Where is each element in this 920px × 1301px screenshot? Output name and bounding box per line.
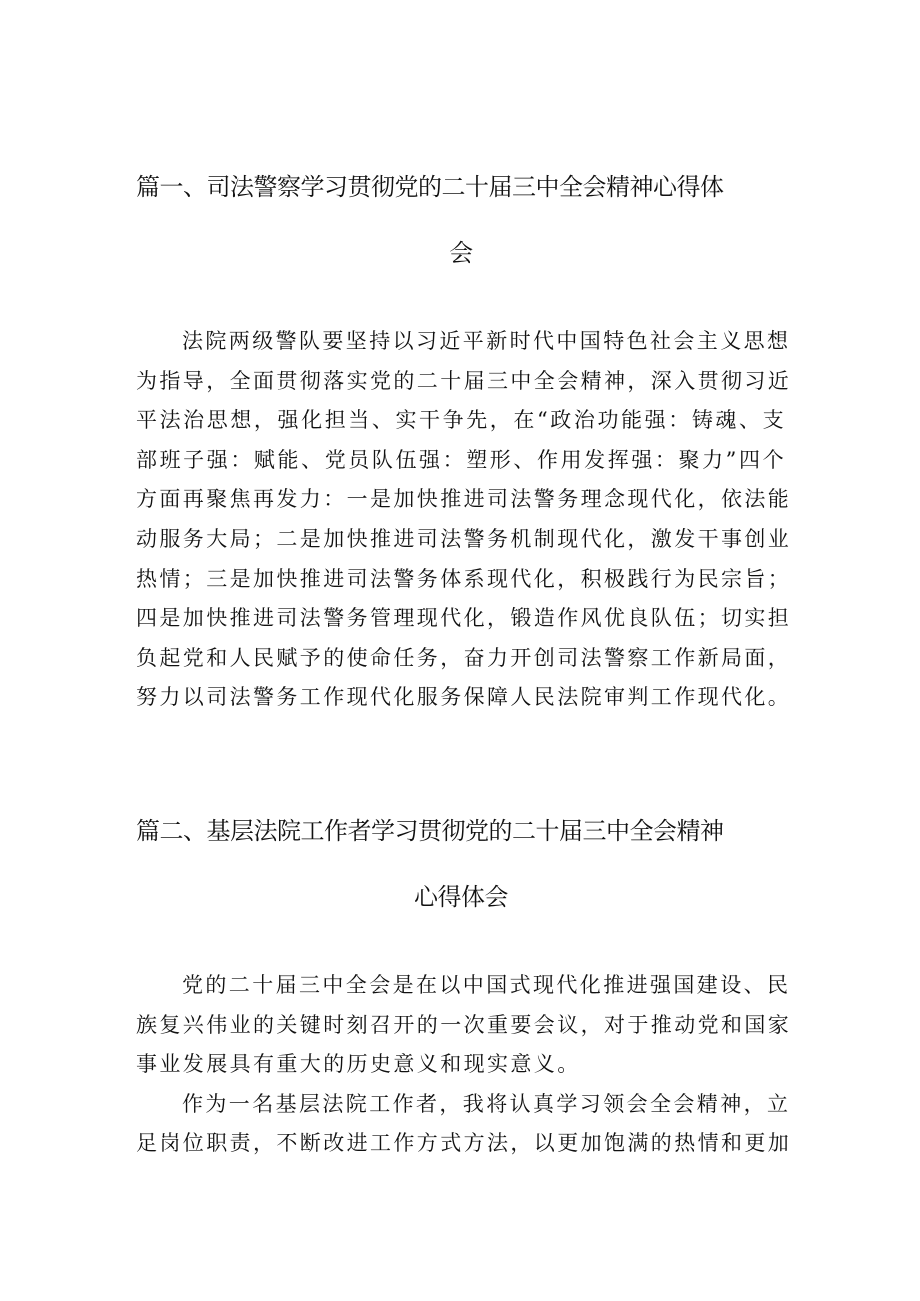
text-line: 法院两级警队要坚持以习近平新时代中国特色社会主义思想 xyxy=(182,329,791,353)
text-line: 努力以司法警务工作现代化服务保障人民法院审判工作现代化。 xyxy=(136,685,792,710)
section-2-paragraph-1 xyxy=(136,966,792,1085)
section-1-title-line-1: 篇一、司法警察学习贯彻党的二十届三中全会精神心得体 xyxy=(136,173,724,201)
text-line: 为指导，全面贯彻落实党的二十届三中全会精神，深入贯彻习近 xyxy=(136,368,792,393)
text-line: 部班子强：赋能、党员队伍强：塑形、作用发挥强：聚力”四个 xyxy=(136,447,786,472)
text-line: 党的二十届三中全会是在以中国式现代化推进强国建设、民 xyxy=(182,973,791,997)
section-2-paragraph-2 xyxy=(136,1085,792,1164)
text-line: 作为一名基层法院工作者，我将认真学习领会全会精神，立 xyxy=(182,1091,791,1116)
section-1-title-line-2: 会 xyxy=(449,239,473,267)
text-line: 热情；三是加快推进司法警务体系现代化，积极践行为民宗旨； xyxy=(136,566,792,591)
section-1-title xyxy=(136,154,786,286)
section-1-paragraph-1 xyxy=(136,322,792,718)
text-line: 动服务大局；二是加快推进司法警务机制现代化，激发干事创业 xyxy=(136,526,792,551)
text-line: 族复兴伟业的关键时刻召开的一次重要会议，对于推动党和国家 xyxy=(136,1012,792,1037)
section-2-title-line-2: 心得体会 xyxy=(414,883,508,911)
section-2-title-line-1: 篇二、基层法院工作者学习贯彻党的二十届三中全会精神 xyxy=(136,817,724,845)
section-2-title xyxy=(136,798,786,930)
text-line: 四是加快推进司法警务管理现代化，锻造作风优良队伍；切实担 xyxy=(136,606,792,631)
text-line: 足岗位职责，不断改进工作方式方法，以更加饱满的热情和更加 xyxy=(136,1131,792,1156)
text-line: 方面再聚焦再发力：一是加快推进司法警务理念现代化，依法能 xyxy=(136,487,792,512)
text-line: 负起党和人民赋予的使命任务，奋力开创司法警察工作新局面， xyxy=(136,645,792,670)
text-line: 事业发展具有重大的历史意义和现实意义。 xyxy=(136,1052,581,1077)
text-line: 平法治思想，强化担当、实干争先，在“政治功能强：铸魂、支 xyxy=(136,408,786,433)
